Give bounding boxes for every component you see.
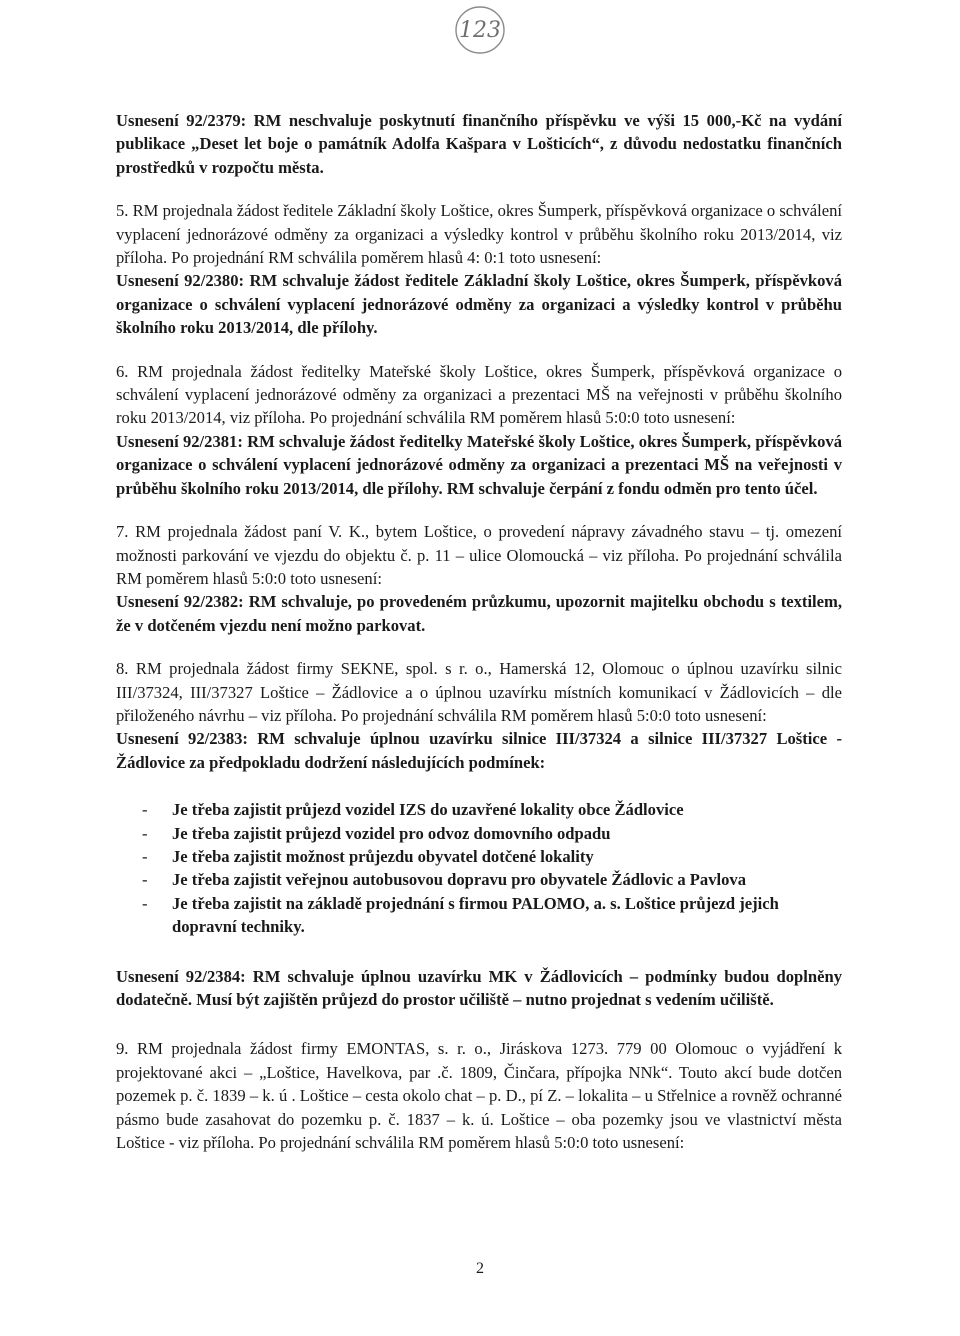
list-item: - Je třeba zajistit na základě projednání s firmou PALOMO, a. s. Loštice průjezd jejich dopravní techniky. [116,892,842,939]
list-item: - Je třeba zajistit veřejnou autobusovou dopravu pro obyvatele Žádlovic a Pavlova [116,868,842,891]
agenda-item-9: 9. RM projednala žádost firmy EMONTAS, s. r. o., Jiráskova 1273. 779 00 Olomouc o vyjádření k projektované akci – „Loštice, Havelkova, par .č. 1809, Činčara, přípojka NNk“. Touto akcí bude dotčen pozemek p. č. 1839 – k. ú . Loštice – cesta okolo chat – p. D., pí Z. – lokalita – u Střelnice a rovněž ochranné pásmo bude zasahovat do pozemku p. č. 1837 – k. ú. Loštice – oba pozemky jsou ve vlastnictví města Loštice - viz příloha. Po projednání schválila RM poměrem hlasů 5:0:0 toto usnesení: [116,1039,842,1153]
stamp-circle-icon [452,2,508,58]
agenda-item-6: 6. RM projednala žádost ředitelky Mateřské školy Loštice, okres Šumperk, příspěvková organizace o schválení vyplacení jednorázové odměny za organizaci a prezentaci MŠ na veřejnosti v průběhu školního roku 2013/2014, viz příloha. Po projednání schválila RM poměrem hlasů 5:0:0 toto usnesení: [116,361,842,428]
conditions-list [116,798,842,938]
agenda-item-5: 5. RM projednala žádost ředitele Základní školy Loštice, okres Šumperk, příspěvková organizace o schválení vyplacení jednorázové odměny za organizaci a výsledky kontrol v průběhu školního roku 2013/2014, viz příloha. Po projednání RM schválila poměrem hlasů 4: 0:1 toto usnesení: [116,201,842,268]
resolution-2384: Usnesení 92/2384: RM schvaluje úplnou uzavírku MK v Žádlovicích – podmínky budou doplněny dodatečně. Musí být zajištěn průjezd do prostor učiliště – nutno projednat s vedením učiliště. [116,966,842,1009]
list-item: - Je třeba zajistit průjezd vozidel IZS do uzavřené lokality obce Žádlovice [116,798,842,821]
list-item: - Je třeba zajistit možnost průjezdu obyvatel dotčené lokality [116,845,842,868]
list-item: - Je třeba zajistit průjezd vozidel pro odvoz domovního odpadu [116,822,842,845]
resolution-2379: Usnesení 92/2379: RM neschvaluje poskytnutí finančního příspěvku ve výši 15 000,-Kč na vydání publikace „Deset let boje o památník Adolfa Kašpara v Lošticích“, z důvodu nedostatku finančních prostředků v rozpočtu města. [116,111,842,177]
agenda-item-8: 8. RM projednala žádost firmy SEKNE, spol. s r. o., Hamerská 12, Olomouc o úplnou uzavírku silnic III/37324, III/37327 Loštice – Žádlovice a o úplnou uzavírku místních komunikací v Žádlovicích – dle přiloženého návrhu – viz příloha. Po projednání schválila RM poměrem hlasů 5:0:0 toto usnesení: [116,659,842,725]
resolution-2383: Usnesení 92/2383: RM schvaluje úplnou uzavírku silnice III/37324 a silnice III/37327 Loštice - Žádlovice za předpokladu dodržení následujících podmínek: [116,729,842,772]
page-number: 2 [476,1260,484,1277]
stamp-number: 123 [459,17,501,43]
handwritten-page-stamp [452,2,508,58]
resolution-2381: Usnesení 92/2381: RM schvaluje žádost ředitelky Mateřské školy Loštice, okres Šumperk, příspěvková organizace o schválení vyplacení jednorázové odměny za organizaci a prezentaci MŠ na veřejnosti v průběhu školního roku 2013/2014, dle přílohy. RM schvaluje čerpání z fondu odměn pro tento účel. [116,431,842,498]
document-body [116,109,842,1154]
agenda-item-7: 7. RM projednala žádost paní V. K., bytem Loštice, o provedení nápravy závadného stavu – tj. omezení možnosti parkování ve vjezdu do objektu č. p. 11 – ulice Olomoucká – viz příloha. Po projednání schválila RM poměrem hlasů 5:0:0 toto usnesení: [116,522,842,588]
resolution-2382: Usnesení 92/2382: RM schvaluje, po provedeném průzkumu, upozornit majitelku obchodu s textilem, že v dotčeném vjezdu není možno parkovat. [116,592,842,635]
resolution-2380: Usnesení 92/2380: RM schvaluje žádost ředitele Základní školy Loštice, okres Šumperk, příspěvková organizace o schválení vyplacení jednorázové odměny za organizaci a výsledky kontrol v průběhu školního roku 2013/2014, dle přílohy. [116,271,842,338]
